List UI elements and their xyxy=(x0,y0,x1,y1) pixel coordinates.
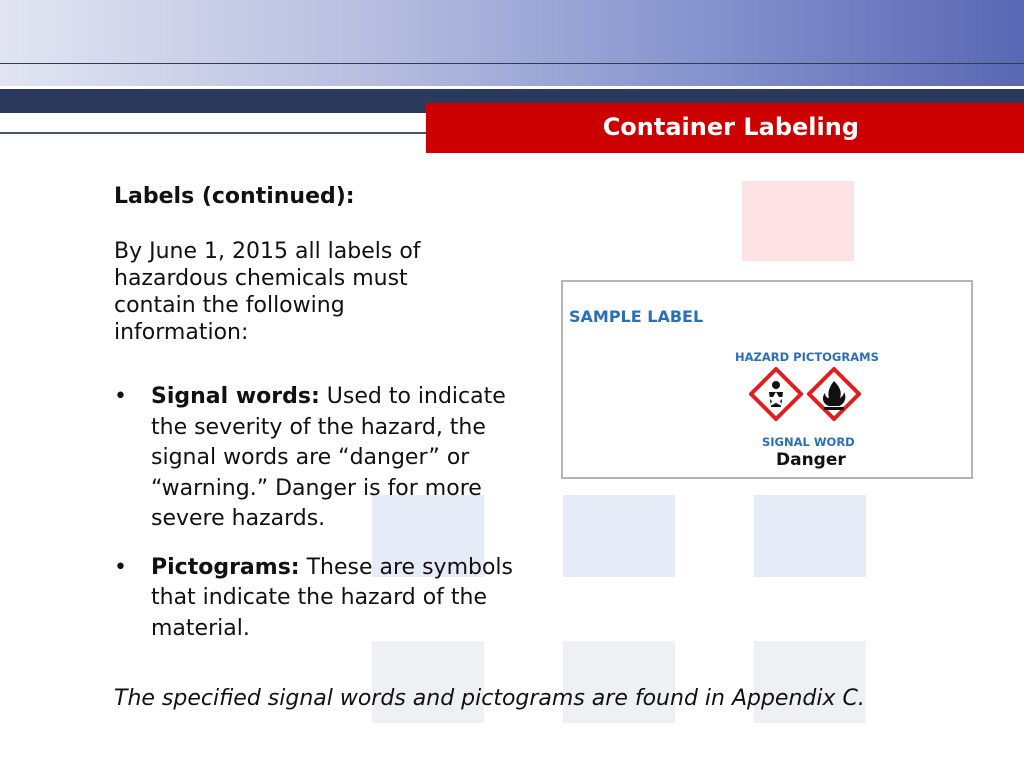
bullet-marker: • xyxy=(114,554,127,580)
sample-label-title: SAMPLE LABEL xyxy=(569,307,704,326)
header-rule xyxy=(0,132,430,134)
health-hazard-icon xyxy=(749,367,803,421)
bullet-marker: • xyxy=(114,384,127,409)
header-rule xyxy=(0,86,1024,88)
bullet-text: These are symbols that indicate the hazard of the material. xyxy=(151,554,513,641)
bullet-list xyxy=(114,382,514,644)
bullet-term: Pictograms: xyxy=(151,554,300,580)
sample-label-image xyxy=(561,280,973,479)
appendix-note: The specified signal words and pictograms are found in Appendix C. xyxy=(114,686,865,711)
bullet-item-pictograms xyxy=(114,553,514,645)
bullet-item-signal-words xyxy=(114,382,514,535)
hazard-pictograms-label: HAZARD PICTOGRAMS xyxy=(735,350,879,364)
title-bar xyxy=(426,103,1024,153)
decorative-square xyxy=(742,181,854,261)
flame-icon xyxy=(807,367,861,421)
signal-word-label: SIGNAL WORD xyxy=(762,435,855,449)
header-rule xyxy=(0,63,1024,64)
decorative-square xyxy=(563,495,675,577)
bullet-text: Used to indicate the severity of the hazard, the signal words are “danger” or “warning.” Danger is for more severe hazards. xyxy=(151,384,506,531)
header-gradient-bar xyxy=(0,0,1024,88)
section-heading: Labels (continued): xyxy=(114,184,355,209)
bullet-term: Signal words: xyxy=(151,384,320,409)
intro-paragraph: By June 1, 2015 all labels of hazardous chemicals must contain the following information: xyxy=(114,239,421,345)
slide-title: Container Labeling xyxy=(602,113,859,141)
decorative-square xyxy=(754,495,866,577)
signal-word-value: Danger xyxy=(776,450,846,470)
